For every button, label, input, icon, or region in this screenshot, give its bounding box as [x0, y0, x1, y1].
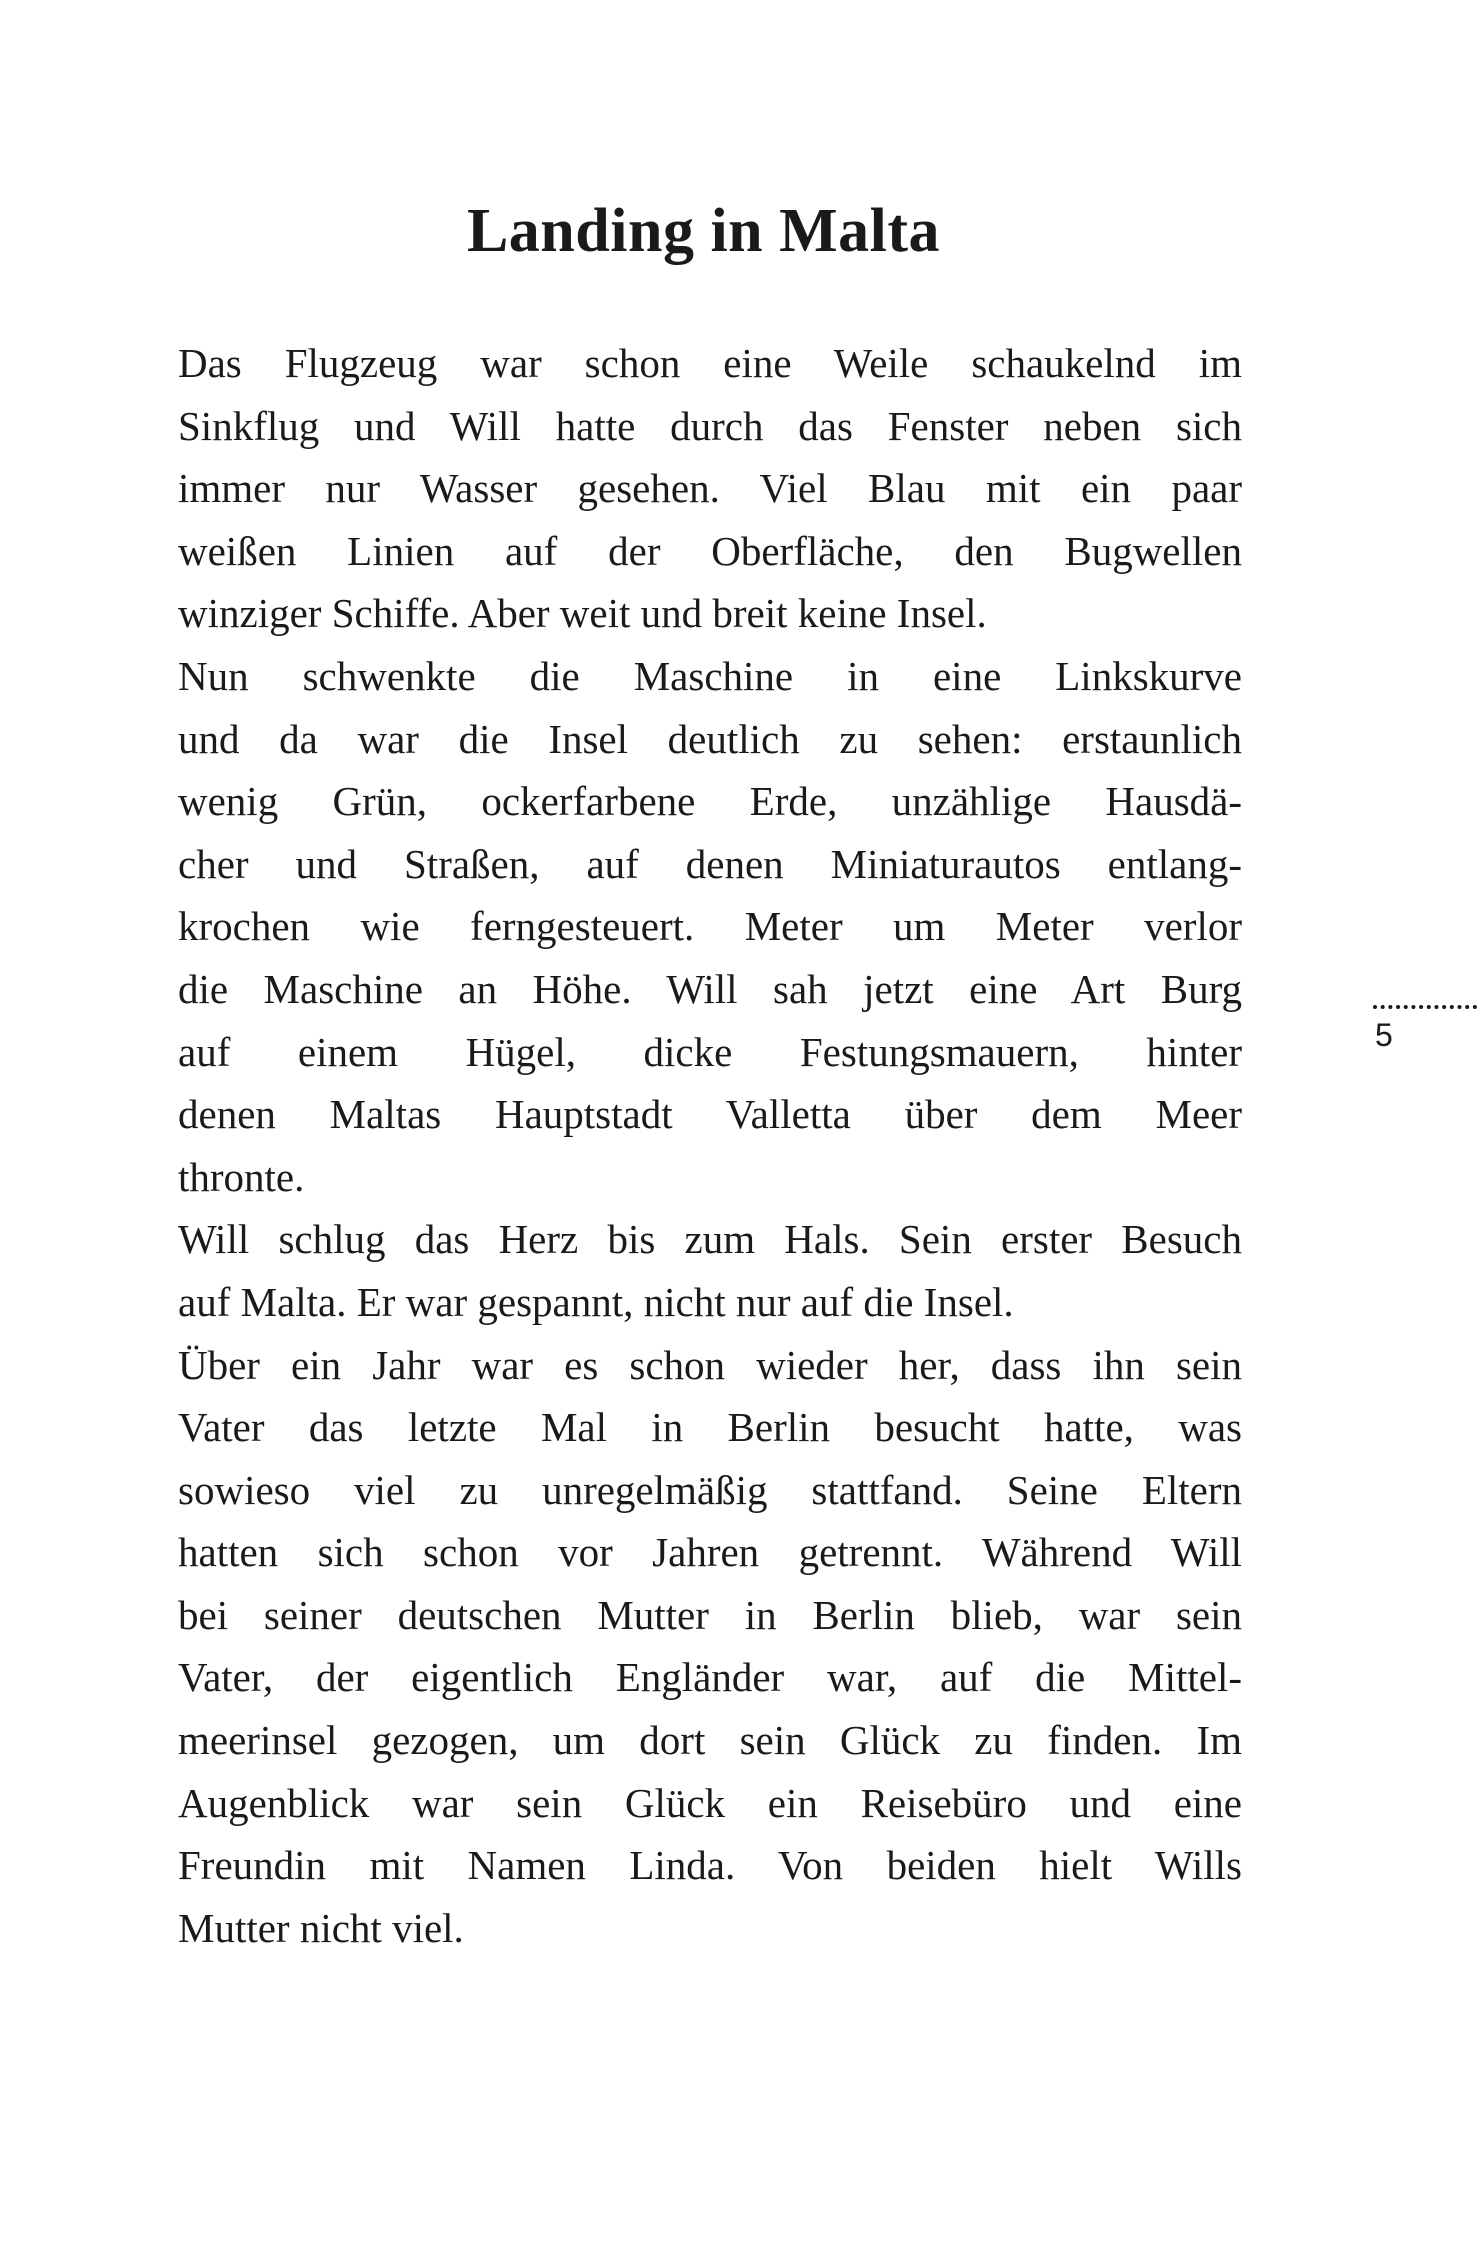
text-line: und da war die Insel deutlich zu sehen: erstaunlich	[178, 715, 1242, 762]
body-text	[178, 332, 1242, 1959]
text-line: krochen wie ferngesteuert. Meter um Meter verlor	[178, 903, 1242, 950]
text-line: Mutter nicht viel.	[178, 1904, 464, 1951]
text-line: wenig Grün, ockerfarbene Erde, unzählige Hausdä-	[178, 778, 1242, 825]
text-line: weißen Linien auf der Oberfläche, den Bugwellen	[178, 527, 1242, 574]
text-line: immer nur Wasser gesehen. Viel Blau mit ein paar	[178, 465, 1242, 512]
text-line: Nun schwenkte die Maschine in eine Linkskurve	[178, 652, 1242, 699]
text-line: bei seiner deutschen Mutter in Berlin blieb, war sein	[178, 1591, 1242, 1638]
text-line: denen Maltas Hauptstadt Valletta über dem Meer	[178, 1091, 1242, 1138]
text-line: meerinsel gezogen, um dort sein Glück zu finden. Im	[178, 1717, 1242, 1764]
chapter-title: Landing in Malta	[466, 197, 941, 265]
text-line: thronte.	[178, 1153, 305, 1200]
page-marker	[1373, 1005, 1477, 1053]
text-line: Sinkflug und Will hatte durch das Fenster neben sich	[178, 402, 1242, 449]
text-line: Vater, der eigentlich Engländer war, auf die Mittel-	[178, 1654, 1242, 1701]
text-line: Will schlug das Herz bis zum Hals. Sein erster Besuch	[178, 1216, 1242, 1263]
text-line: Freundin mit Namen Linda. Von beiden hielt Wills	[178, 1842, 1242, 1889]
text-line: die Maschine an Höhe. Will sah jetzt eine Art Burg	[178, 965, 1242, 1012]
text-line: auf einem Hügel, dicke Festungsmauern, hinter	[178, 1028, 1242, 1075]
text-line: Augenblick war sein Glück ein Reisebüro und eine	[178, 1779, 1242, 1826]
text-line: Vater das letzte Mal in Berlin besucht hatte, was	[178, 1404, 1242, 1451]
page-number: 5	[1375, 1017, 1393, 1053]
text-line: Das Flugzeug war schon eine Weile schaukelnd im	[178, 340, 1242, 386]
dotted-rule	[1373, 1005, 1477, 1009]
text-line: winziger Schiffe. Aber weit und breit keine Insel.	[178, 590, 987, 637]
text-line: auf Malta. Er war gespannt, nicht nur auf die Insel.	[178, 1278, 1014, 1325]
text-line: sowieso viel zu unregelmäßig stattfand. Seine Eltern	[178, 1466, 1242, 1513]
text-line: hatten sich schon vor Jahren getrennt. Während Will	[178, 1529, 1242, 1576]
text-line: cher und Straßen, auf denen Miniaturautos entlang-	[178, 840, 1242, 887]
text-line: Über ein Jahr war es schon wieder her, dass ihn sein	[178, 1341, 1242, 1388]
